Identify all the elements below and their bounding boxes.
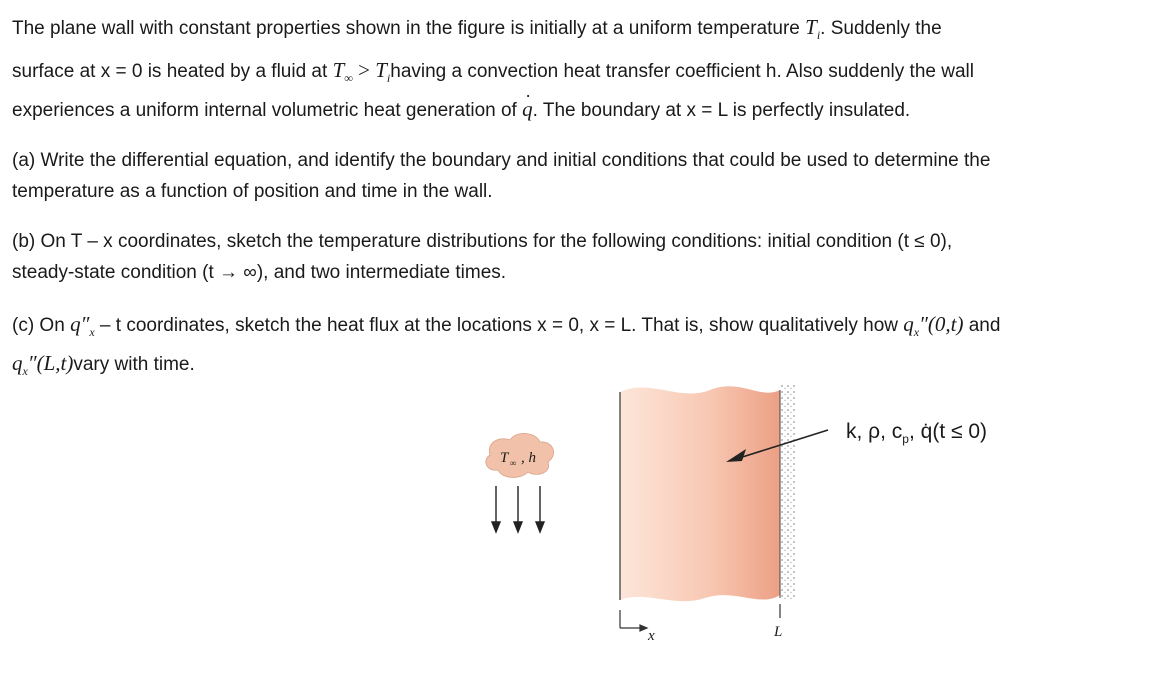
intro-text: The plane wall with constant properties shown in the figure is initially at a uniform temperature <box>12 18 800 39</box>
intro-text: having a convection heat transfer coefficient h. Also suddenly the wall <box>390 61 974 82</box>
q-dot-symbol: · q <box>522 99 533 120</box>
qx-symbol: $q''_x$ <box>70 312 95 339</box>
intro-text: experiences a uniform internal volumetric heat generation of <box>12 100 517 121</box>
x-axis-marker <box>620 610 647 631</box>
wall-body <box>620 386 780 601</box>
Tinf-symbol: $T_\infty$ <box>332 58 353 85</box>
qx-0t-symbol: $q_x''(0,t)$ <box>903 312 964 339</box>
Ti-symbol: $T_i$ <box>375 58 391 85</box>
properties-label: k, ρ, $c_p$, q̇(t ≤ 0) <box>846 420 988 446</box>
L-label: L <box>774 624 783 640</box>
intro-text: surface at x = 0 is heated by a fluid at <box>12 61 328 82</box>
Ti-symbol: $T_i$ <box>805 15 821 42</box>
fluid-cloud <box>486 433 554 477</box>
part-a-line-2: temperature as a function of position and time in the wall. <box>12 181 493 202</box>
part-c-text: – t coordinates, sketch the heat flux at the locations x = 0, x = L. That is, show qualitatively how <box>99 315 899 336</box>
intro-text: . The boundary at x = L is perfectly insulated. <box>532 100 911 121</box>
part-c-text: (c) On <box>12 315 65 336</box>
intro-text: . Suddenly the <box>820 18 942 39</box>
part-b-line-2: steady-state condition (t → ∞), and two intermediate times. <box>12 262 507 283</box>
x-axis-label: x <box>648 628 655 644</box>
qx-Lt-symbol: $q_x''(L,t)$ <box>12 351 74 378</box>
part-c-text: and <box>968 315 1001 336</box>
insulation-layer <box>780 385 796 600</box>
greater-than: > <box>358 58 370 82</box>
part-b-line-1: (b) On T – x coordinates, sketch the temperature distributions for the following conditions: initial condition (t ≤ 0), <box>12 231 953 252</box>
heat-flow-arrows <box>492 486 544 532</box>
fluid-label-inf: ∞ <box>510 458 517 468</box>
fluid-label-T: T <box>500 450 509 466</box>
part-a-line-1: (a) Write the differential equation, and identify the boundary and initial conditions that could be used to determine the <box>12 150 991 171</box>
fluid-label-h: , h <box>521 450 536 466</box>
part-c-text: vary with time. <box>73 354 195 375</box>
